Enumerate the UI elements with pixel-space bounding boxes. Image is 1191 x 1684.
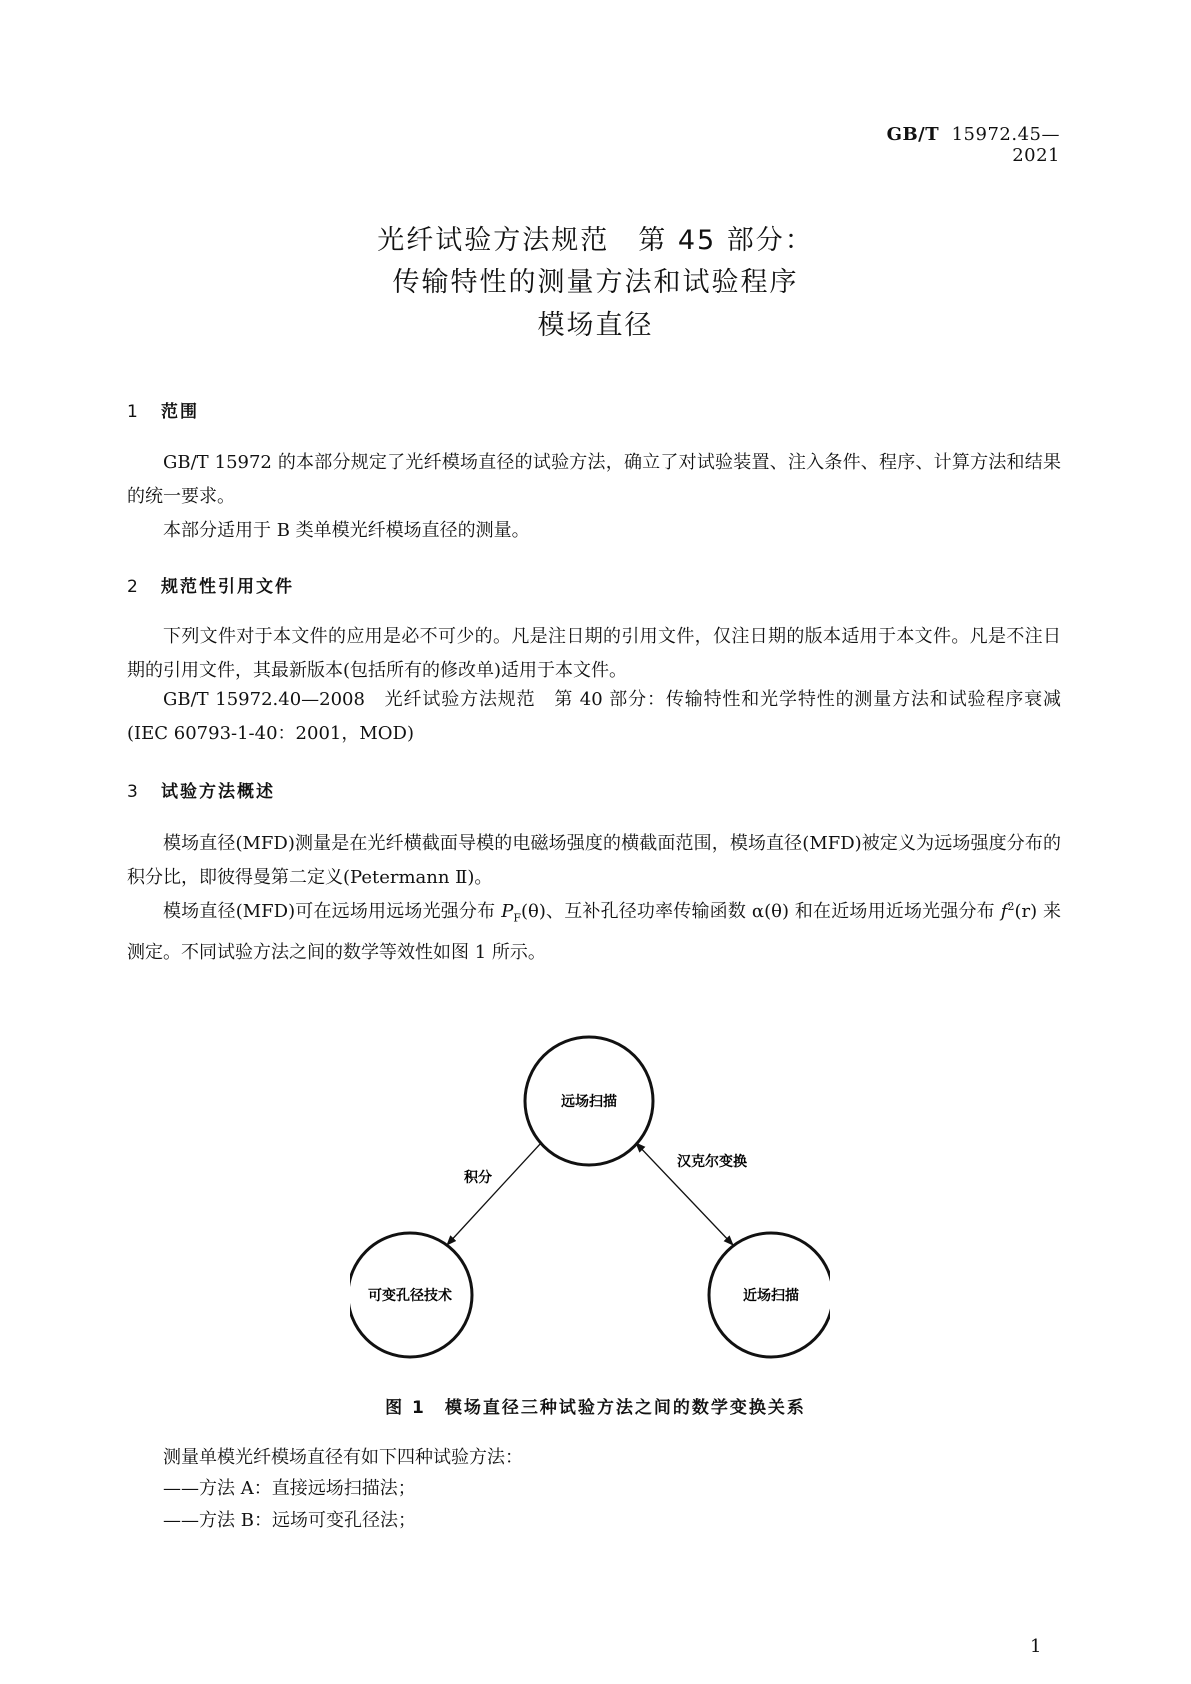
section-3-paragraph-1: 模场直径(MFD)测量是在光纤横截面导模的电磁场强度的横截面范围，模场直径(MFD)被定义为远场强度分布的积分比，即彼得曼第二定义(Petermann Ⅱ)。 <box>127 833 1061 888</box>
section-1-number: 1 <box>127 402 140 422</box>
section-2-reference: GB/T 15972.40—2008 光纤试验方法规范 第 40 部分：传输特性和光学特性的测量方法和试验程序衰减(IEC 60793-1-40：2001，MOD) <box>127 689 1061 744</box>
section-3-paragraph-2: 模场直径(MFD)可在远场用远场光强分布 $P_F(\theta)$、互补孔径功率传输函数 α(θ) 和在近场用近场光强分布 $f^2(r)$ 来测定。不同试验方法之间的数学等效性如图 1 所示。 <box>127 900 1061 963</box>
section-1-title: 范围 <box>161 402 199 422</box>
title-line-3: 模场直径 <box>537 310 654 341</box>
standard-code <box>840 124 1060 166</box>
symbol-f-superscript: 2 <box>1007 900 1015 913</box>
section-2-number: 2 <box>127 577 140 597</box>
section-2-heading <box>127 572 294 597</box>
node-near-field-label: 近场扫描 <box>743 1288 799 1304</box>
section-1-heading <box>127 397 199 422</box>
edge-integral-label: 积分 <box>464 1170 492 1186</box>
section-2-paragraph-1: 下列文件对于本文件的应用是必不可少的。凡是注日期的引用文件，仅注日期的版本适用于本文件。凡是不注日期的引用文件，其最新版本(包括所有的修改单)适用于本文件。 <box>127 626 1061 681</box>
node-variable-aperture-label: 可变孔径技术 <box>368 1288 452 1304</box>
section-3-title: 试验方法概述 <box>161 782 275 802</box>
method-b: ——方法 B：远场可变孔径法； <box>163 1510 416 1531</box>
edge-integral-arrow <box>447 1143 541 1245</box>
edge-hankel-label: 汉克尔变换 <box>677 1154 747 1170</box>
symbol-f: f <box>1000 901 1008 922</box>
figure-caption: 图 1 模场直径三种试验方法之间的数学变换关系 <box>385 1398 806 1418</box>
symbol-p: P <box>501 901 514 922</box>
standard-code-number: 15972.45—2021 <box>951 124 1060 166</box>
section-2-title: 规范性引用文件 <box>161 577 294 597</box>
page-number: 1 <box>1030 1636 1042 1657</box>
title-line-1: 光纤试验方法规范 第 45 部分： <box>377 225 814 256</box>
section-1-paragraph-1: GB/T 15972 的本部分规定了光纤模场直径的试验方法，确立了对试验装置、注入条件、程序、计算方法和结果的统一要求。 <box>127 452 1061 507</box>
methods-intro: 测量单模光纤模场直径有如下四种试验方法： <box>163 1447 523 1468</box>
mfd-methods-diagram <box>350 1035 830 1375</box>
node-far-field-label: 远场扫描 <box>561 1094 617 1110</box>
method-a: ——方法 A：直接远场扫描法； <box>163 1478 416 1499</box>
title-line-2: 传输特性的测量方法和试验程序 <box>392 267 799 298</box>
symbol-p-subscript: F <box>513 911 521 925</box>
standard-code-prefix: GB/T <box>886 124 940 145</box>
section-3-heading <box>127 777 275 802</box>
section-1-paragraph-2: 本部分适用于 B 类单模光纤模场直径的测量。 <box>163 520 530 541</box>
section-3-number: 3 <box>127 782 140 802</box>
